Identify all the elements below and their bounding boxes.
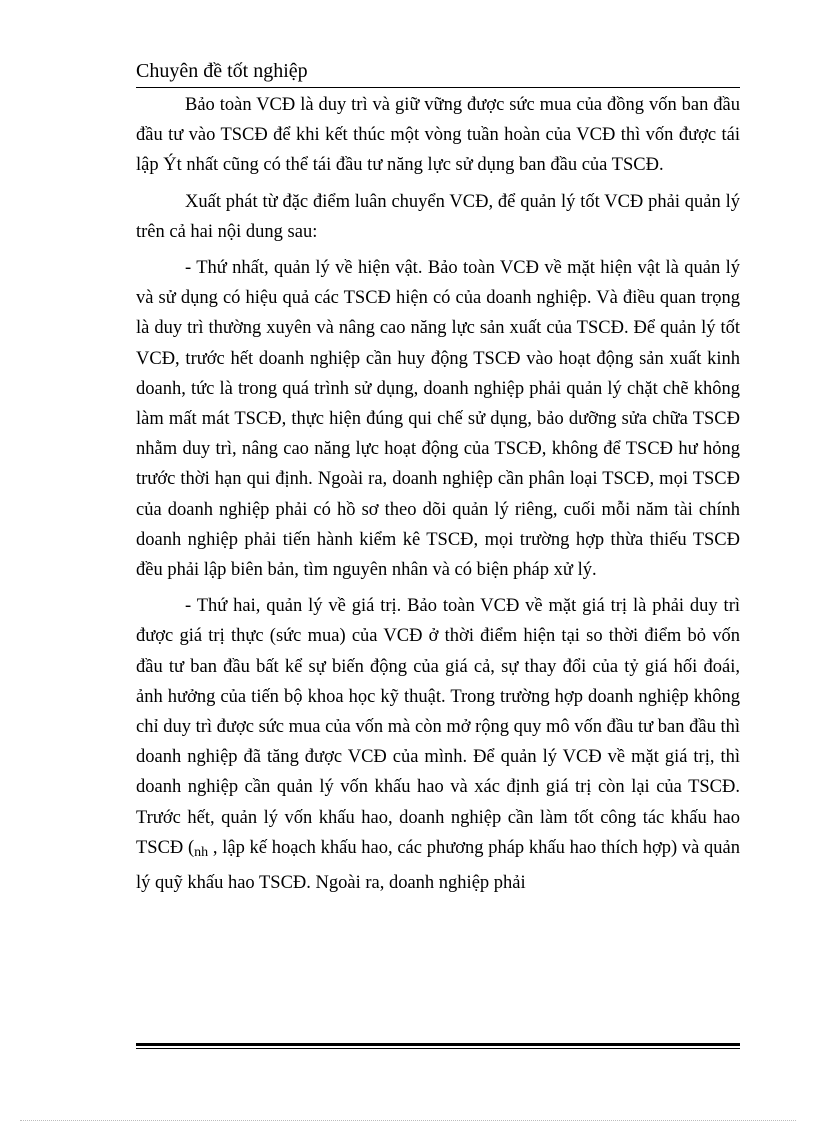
header-title: Chuyên đề tốt nghiệp <box>136 60 308 82</box>
paragraph-4-subscript: nh <box>194 844 209 860</box>
paragraph-4-text-start: - Thứ hai, quản lý về giá trị. Bảo toàn VCĐ về mặt giá trị là phải duy trì được giá trị thực (sức mua) của VCĐ ở thời điểm hiện tại so thời điểm bỏ vốn đầu tư ban đầu bất kể sự biến động của giá cả, sự thay đổi của tỷ giá hối đoái, ảnh hưởng của tiến bộ khoa học kỹ thuật. Trong trường hợp doanh nghiệp không chỉ duy trì được sức mua của vốn mà còn mở rộng quy mô vốn đầu tư ban đầu thì doanh nghiệp đã tăng được VCĐ của mình. Để quản lý VCĐ về mặt giá trị, thì doanh nghiệp cần quản lý vốn khấu hao và xác định giá trị còn lại của TSCĐ. Trước hết, quản lý vốn khấu hao, doanh nghiệp cần làm tốt công tác khấu hao TSCĐ ( <box>136 596 741 858</box>
body-text <box>136 90 740 904</box>
paragraph-1: Bảo toàn VCĐ là duy trì và giữ vững được sức mua của đồng vốn ban đầu đầu tư vào TSCĐ để khi kết thúc một vòng tuần hoàn của VCĐ thì vốn được tái lập Ýt nhất cũng có thể tái đầu tư năng lực sử dụng ban đầu của TSCĐ. <box>136 95 740 176</box>
page-edge <box>20 1120 796 1121</box>
paragraph-3: - Thứ nhất, quản lý về hiện vật. Bảo toàn VCĐ về mặt hiện vật là quản lý và sử dụng có hiệu quả các TSCĐ hiện có của doanh nghiệp. Và điều quan trọng là duy trì thường xuyên và nâng cao năng lực sản xuất của TSCĐ. Để quản lý tốt VCĐ, trước hết doanh nghiệp cần huy động TSCĐ vào hoạt động sản xuất kinh doanh, tức là trong quá trình sử dụng, doanh nghiệp phải quản lý chặt chẽ không làm mất mát TSCĐ, thực hiện đúng qui chế sử dụng, bảo dưỡng sửa chữa TSCĐ nhằm duy trì, nâng cao năng lực hoạt động của TSCĐ, không để TSCĐ hư hỏng trước thời hạn qui định. Ngoài ra, doanh nghiệp cần phân loại TSCĐ, mọi TSCĐ của doanh nghiệp phải có hồ sơ theo dõi quản lý riêng, cuối mỗi năm tài chính doanh nghiệp phải tiến hành kiểm kê TSCĐ, mọi trường hợp thừa thiếu TSCĐ đều phải lập biên bản, tìm nguyên nhân và có biện pháp xử lý. <box>136 258 740 581</box>
footer-rule-thin <box>136 1048 740 1049</box>
paragraph-4-text-end: , lập kế hoạch khấu hao, các phương pháp khấu hao thích hợp) và quản lý quỹ khấu hao TSCĐ. Ngoài ra, doanh nghiệp phải <box>136 837 740 894</box>
header-rule <box>136 87 740 88</box>
footer-rule-thick <box>136 1043 740 1046</box>
paragraph-2: Xuất phát từ đặc điểm luân chuyển VCĐ, để quản lý tốt VCĐ phải quản lý trên cả hai nội dung sau: <box>136 191 740 242</box>
paragraph-4 <box>136 591 740 898</box>
